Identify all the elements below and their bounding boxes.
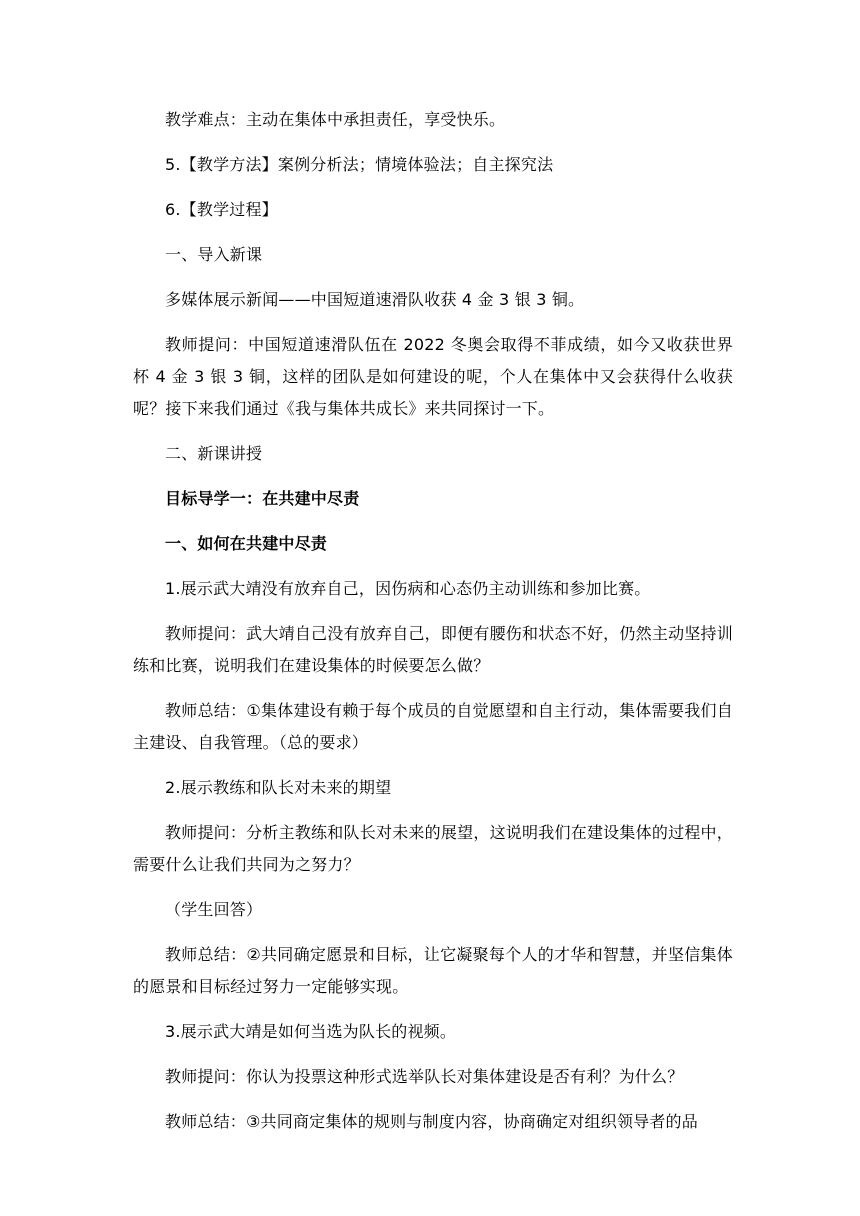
item-2: 2.展示教练和队长对未来的期望	[165, 778, 392, 797]
teacher-question-1: 教师提问：武大靖自己没有放弃自己，即便有腰伤和状态不好，仍然主动坚持训练和比赛，说明我们在建设集体的时候要怎么做？	[133, 624, 733, 675]
student-answer: （学生回答）	[165, 900, 263, 919]
goal-one-heading: 目标导学一：在共建中尽责	[165, 489, 360, 508]
teaching-methods: 5.【教学方法】案例分析法；情境体验法；自主探究法	[165, 155, 554, 174]
teacher-question-3: 教师提问：你认为投票这种形式选举队长对集体建设是否有利？为什么？	[165, 1067, 684, 1086]
document-body	[133, 104, 733, 1151]
teacher-question-2: 教师提问：分析主教练和队长对未来的展望，这说明我们在建设集体的过程中，需要什么让我们共同为之努力？	[133, 823, 733, 874]
teacher-summary-2: 教师总结：②共同确定愿景和目标，让它凝聚每个人的才华和智慧，并坚信集体的愿景和目标经过努力一定能够实现。	[133, 945, 733, 996]
teacher-summary-3: 教师总结：③共同商定集体的规则与制度内容，协商确定对组织领导者的品	[165, 1112, 698, 1131]
news-display: 多媒体展示新闻——中国短道速滑队收获 4 金 3 银 3 铜。	[165, 290, 585, 309]
teacher-summary-1: 教师总结：①集体建设有赖于每个成员的自觉愿望和自主行动，集体需要我们自主建设、自我管理。（总的要求）	[133, 701, 733, 752]
subsection-heading: 一、如何在共建中尽责	[165, 534, 328, 553]
section-new-lesson-heading: 二、新课讲授	[165, 444, 263, 463]
item-3: 3.展示武大靖是如何当选为队长的视频。	[165, 1022, 457, 1041]
item-1: 1.展示武大靖没有放弃自己，因伤病和心态仍主动训练和参加比赛。	[165, 579, 651, 598]
teaching-process-heading: 6.【教学过程】	[165, 200, 278, 219]
teaching-difficulty: 教学难点：主动在集体中承担责任，享受快乐。	[165, 110, 506, 129]
teacher-question-intro: 教师提问：中国短道速滑队伍在 2022 冬奥会取得不菲成绩，如今又收获世界杯 4 金 3 银 3 铜，这样的团队是如何建设的呢，个人在集体中又会获得什么收获呢？接下来我们通过《我与集体共成长》来共同探讨一下。	[133, 335, 733, 418]
section-intro-heading: 一、导入新课	[165, 245, 263, 264]
